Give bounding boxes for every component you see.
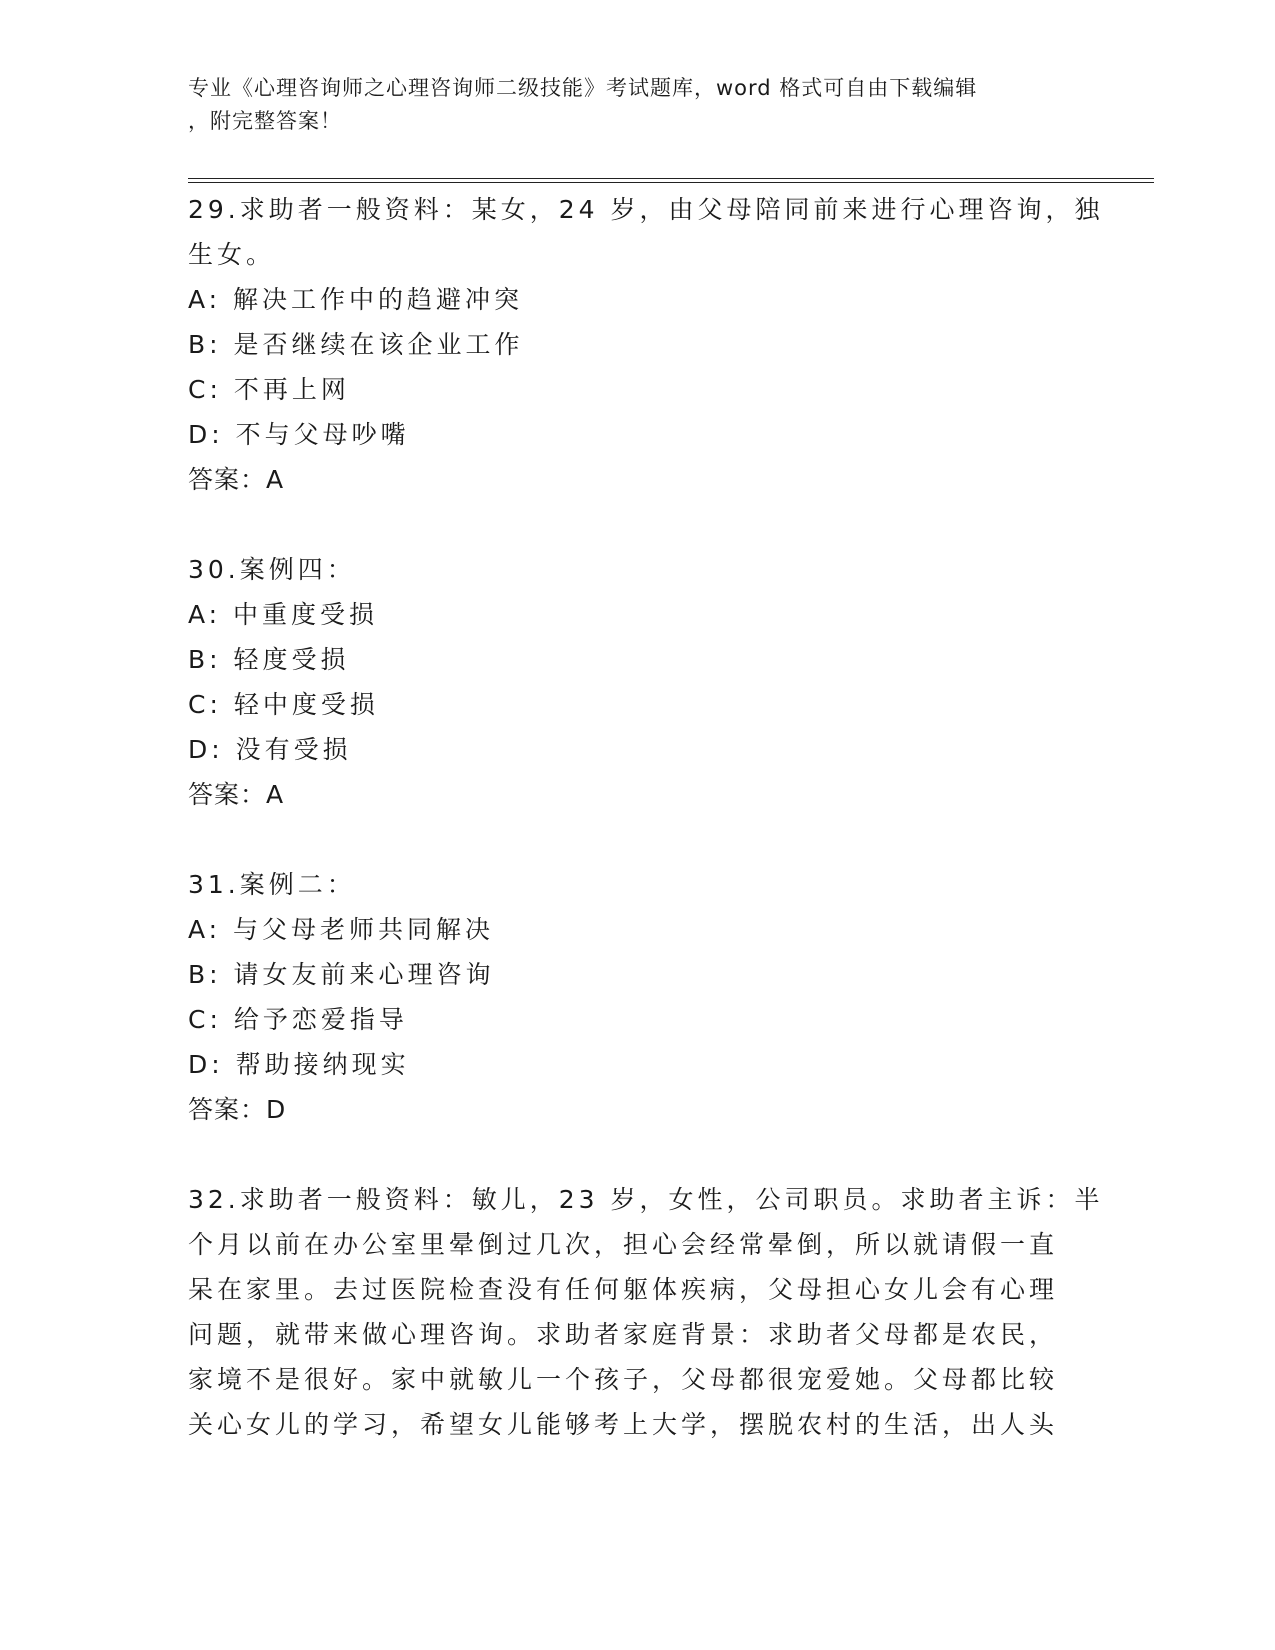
- question-stem-line: 关心女儿的学习，希望女儿能够考上大学，摆脱农村的生活，出人头: [188, 1410, 1059, 1439]
- header-title-line-2: ，附完整答案！: [188, 109, 342, 133]
- header-divider-top: [188, 178, 1154, 179]
- answer-line: [188, 772, 1088, 817]
- answer-value: A: [266, 465, 285, 494]
- option-d: D: 帮助接纳现实: [188, 1050, 410, 1079]
- option-a: A: 与父母老师共同解决: [188, 915, 495, 944]
- option-d: D: 不与父母吵嘴: [188, 420, 410, 449]
- answer-label: 答案：: [188, 465, 267, 494]
- answer-label: 答案：: [188, 780, 267, 809]
- question-30: [188, 547, 1088, 817]
- answer-label: 答案：: [188, 1095, 267, 1124]
- document-header: [188, 72, 1088, 138]
- option-a: A: 解决工作中的趋避冲突: [188, 285, 524, 314]
- header-title-line-1: 专业《心理咨询师之心理咨询师二级技能》考试题库，word 格式可自由下载编辑: [188, 76, 978, 100]
- question-stem-line: 29.求助者一般资料：某女，24 岁，由父母陪同前来进行心理咨询，独: [188, 195, 1104, 224]
- option-b: B: 轻度受损: [188, 645, 350, 674]
- answer-line: [188, 1087, 1088, 1132]
- question-list: [188, 187, 1104, 1492]
- question-31: [188, 862, 1088, 1132]
- question-stem-line: 生女。: [188, 240, 276, 269]
- answer-value: A: [266, 780, 285, 809]
- option-b: B: 是否继续在该企业工作: [188, 330, 524, 359]
- answer-line: [188, 457, 1088, 502]
- answer-value: D: [266, 1095, 287, 1124]
- option-d: D: 没有受损: [188, 735, 352, 764]
- option-c: C: 不再上网: [188, 375, 350, 404]
- question-stem-line: 个月以前在办公室里晕倒过几次，担心会经常晕倒，所以就请假一直: [188, 1230, 1059, 1259]
- question-stem-line: 家境不是很好。家中就敏儿一个孩子，父母都很宠爱她。父母都比较: [188, 1365, 1059, 1394]
- question-stem-line: 问题，就带来做心理咨询。求助者家庭背景：求助者父母都是农民，: [188, 1320, 1059, 1349]
- option-c: C: 给予恋爱指导: [188, 1005, 408, 1034]
- question-29: [188, 187, 1104, 502]
- header-divider-bottom: [188, 182, 1154, 183]
- question-stem-line: 呆在家里。去过医院检查没有任何躯体疾病，父母担心女儿会有心理: [188, 1275, 1059, 1304]
- question-stem-line: 30.案例四：: [188, 555, 356, 584]
- question-stem-line: 32.求助者一般资料：敏儿，23 岁，女性，公司职员。求助者主诉：半: [188, 1185, 1104, 1214]
- question-32: [188, 1177, 1104, 1447]
- option-a: A: 中重度受损: [188, 600, 379, 629]
- option-c: C: 轻中度受损: [188, 690, 379, 719]
- question-stem-line: 31.案例二：: [188, 870, 356, 899]
- option-b: B: 请女友前来心理咨询: [188, 960, 495, 989]
